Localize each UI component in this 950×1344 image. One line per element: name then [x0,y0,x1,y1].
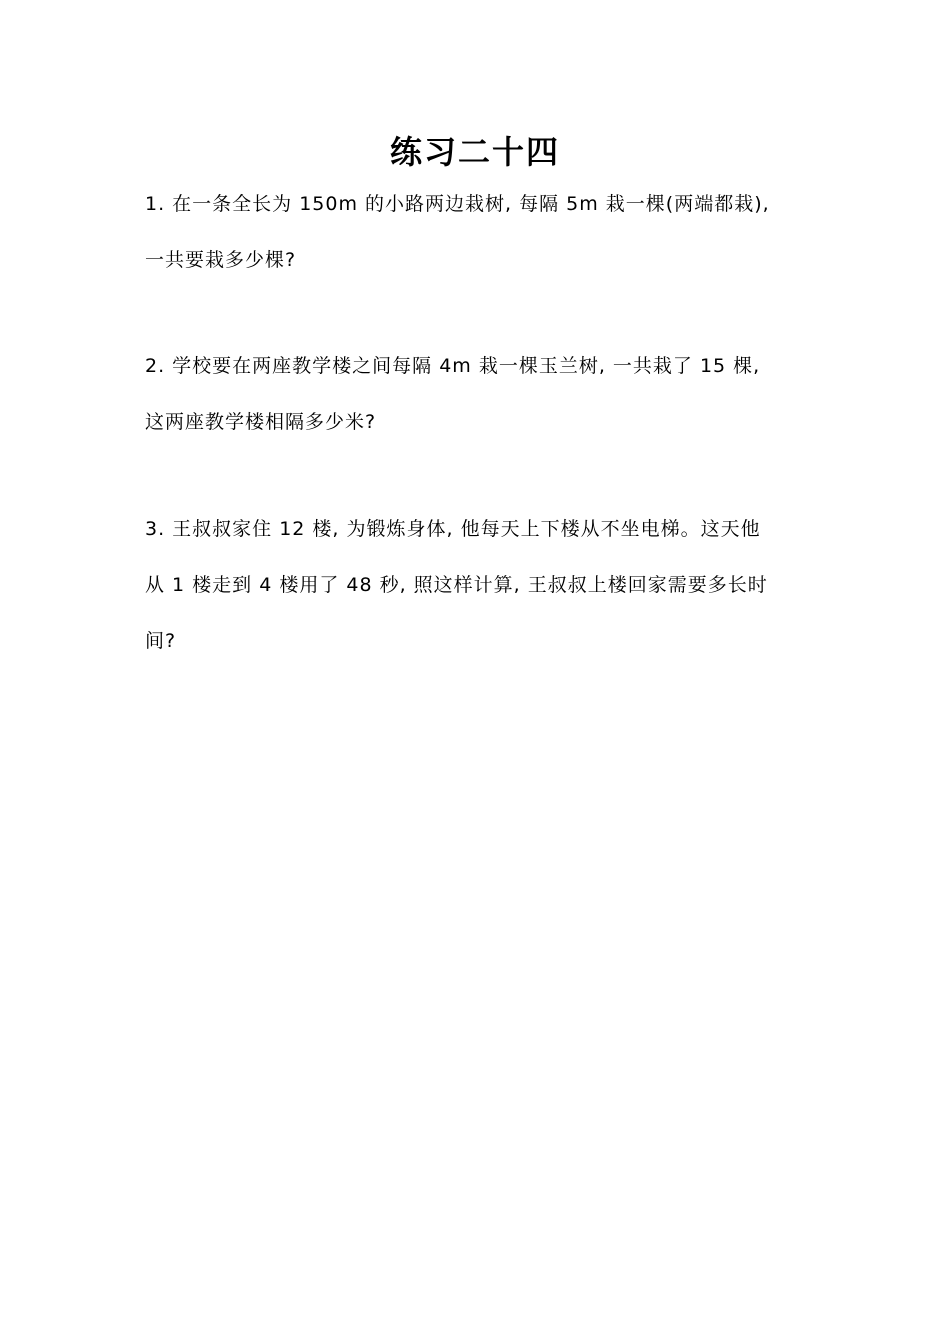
question-2 [145,338,810,450]
question-1-line-1: 1. 在一条全长为 150m 的小路两边栽树, 每隔 5m 栽一棵(两端都栽), [145,193,770,215]
question-2-line-2: 这两座教学楼相隔多少米? [145,411,377,433]
question-3 [145,501,810,669]
question-1 [145,176,810,288]
question-3-line-1: 3. 王叔叔家住 12 楼, 为锻炼身体, 他每天上下楼从不坐电梯。这天他 [145,518,761,540]
question-1-line-2: 一共要栽多少棵? [145,249,297,271]
page-title: 练习二十四 [389,133,560,171]
question-3-line-3: 间? [145,630,177,652]
question-2-line-1: 2. 学校要在两座教学楼之间每隔 4m 栽一棵玉兰树, 一共栽了 15 棵, [145,355,761,377]
question-3-line-2: 从 1 楼走到 4 楼用了 48 秒, 照这样计算, 王叔叔上楼回家需要多长时 [145,574,768,596]
